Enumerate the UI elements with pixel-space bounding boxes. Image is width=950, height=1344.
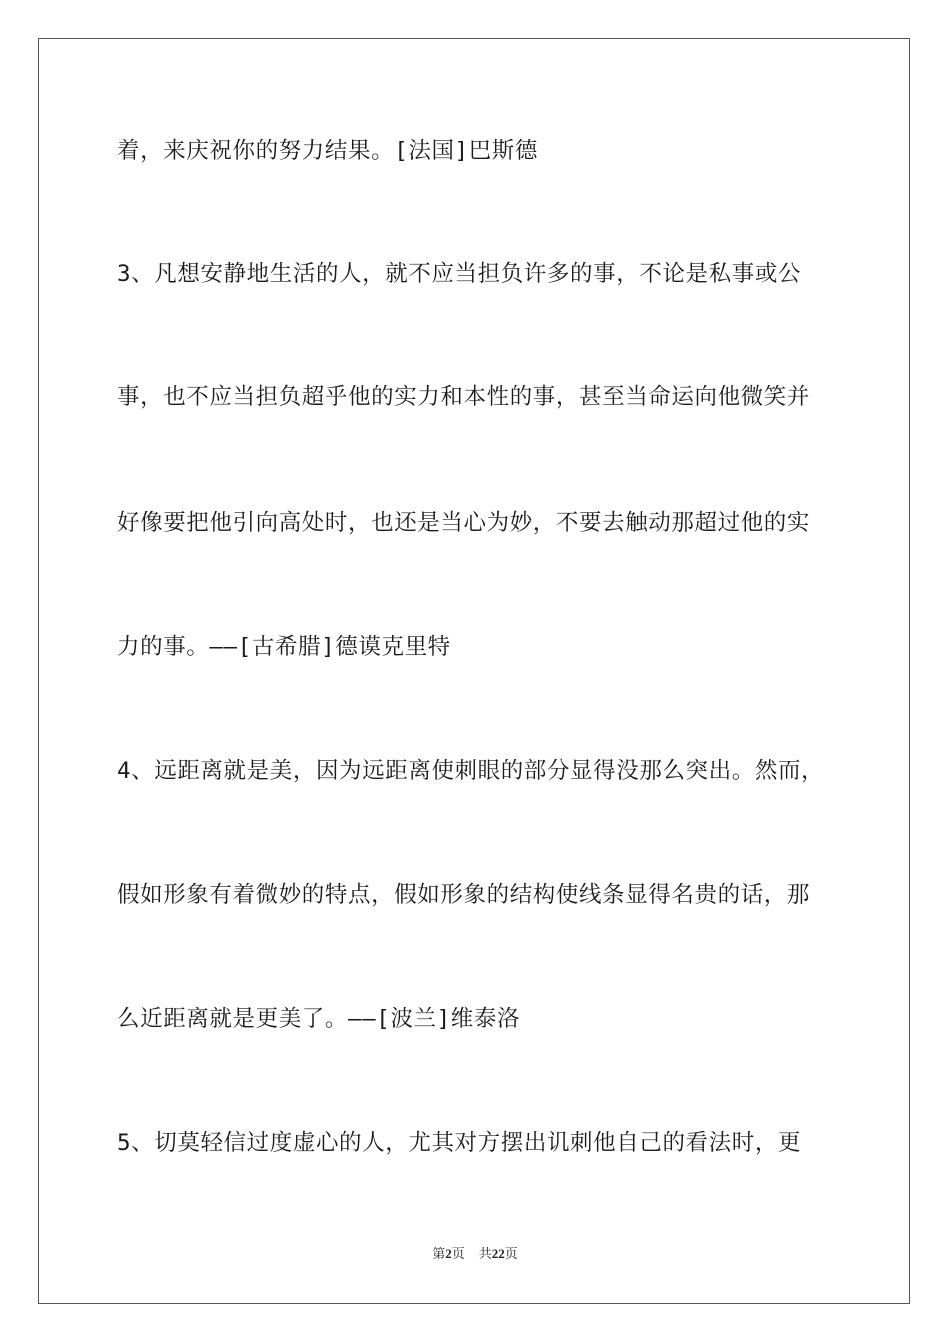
text-line: 么近距离就是更美了。——[波兰]维泰洛 (117, 1006, 521, 1032)
text-line: 力的事。——[古希腊]德谟克里特 (117, 634, 451, 660)
page-number: 2 (445, 1246, 452, 1261)
text-line: 3、凡想安静地生活的人，就不应当担负许多的事，不论是私事或公 (117, 261, 802, 287)
text-line: 着，来庆祝你的努力结果。[法国]巴斯德 (117, 138, 538, 164)
page-footer (0, 1245, 950, 1263)
text-line: 假如形象有着微妙的特点，假如形象的结构使线条显得名贵的话，那 (117, 882, 811, 908)
page-border (38, 38, 910, 1304)
text-line: 5、切莫轻信过度虚心的人，尤其对方摆出讥刺他自己的看法时，更 (117, 1130, 802, 1156)
page-prefix: 第 (432, 1246, 446, 1261)
text-line: 4、远距离就是美，因为远距离使刺眼的部分显得没那么突出。然而， (117, 758, 825, 784)
page-suffix: 页 (451, 1246, 465, 1261)
total-suffix: 页 (504, 1246, 518, 1261)
total-prefix: 共 (478, 1246, 492, 1261)
text-line: 事，也不应当担负超乎他的实力和本性的事，甚至当命运向他微笑并 (117, 384, 811, 410)
total-pages: 22 (491, 1246, 505, 1261)
text-line: 好像要把他引向高处时，也还是当心为妙，不要去触动那超过他的实 (117, 510, 811, 536)
